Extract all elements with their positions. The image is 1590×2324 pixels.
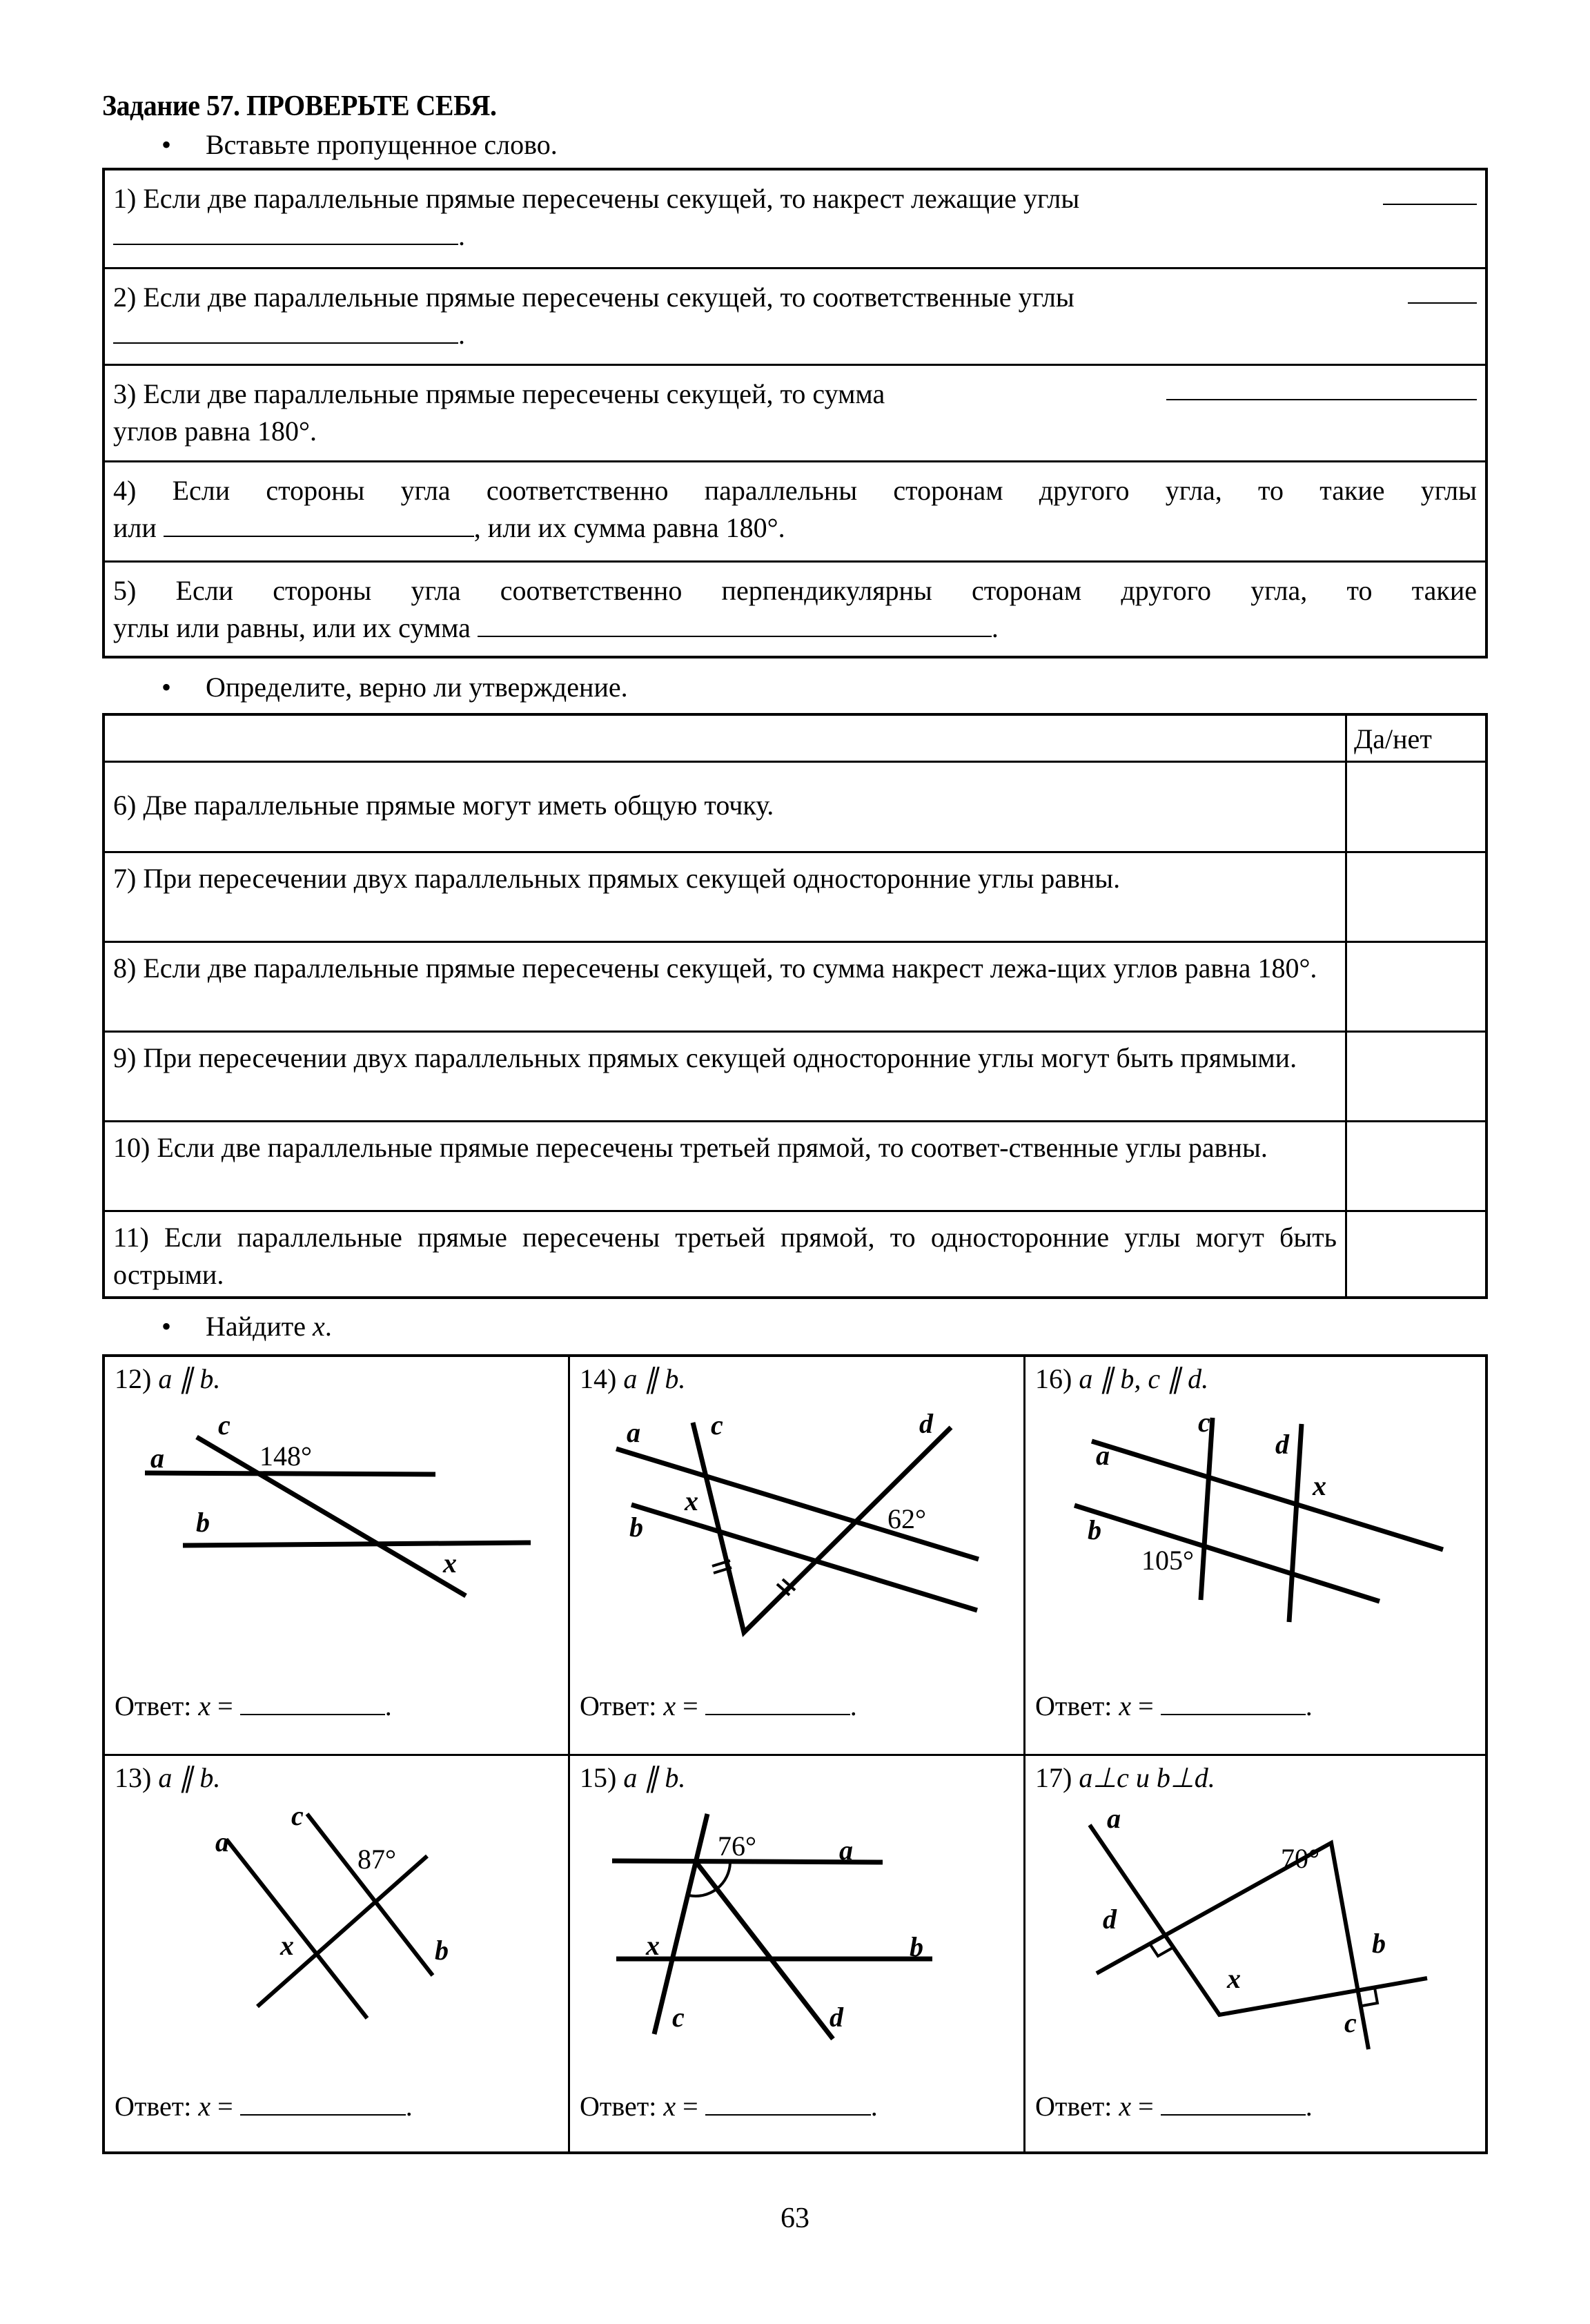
answer-blank[interactable] <box>1408 279 1477 304</box>
true-false-table <box>102 713 1488 1299</box>
page-number: 63 <box>781 2203 809 2234</box>
punctuation: . <box>1305 2091 1313 2122</box>
statement-text: 1) Если две параллельные прямые пересечены секущей, то накрест лежащие углы <box>113 183 1080 214</box>
fill-in-row <box>105 364 1485 460</box>
answer-cell-11[interactable] <box>1347 1212 1485 1299</box>
label-c: c <box>1344 2007 1357 2038</box>
punctuation: . <box>850 1690 857 1721</box>
problem-12 <box>105 1357 568 1754</box>
problem-13 <box>105 1756 568 2154</box>
statement-row-9: 9) При пересечении двух параллельных прямых секущей односторонние углы могут быть прямыми. <box>113 1042 1297 1073</box>
punctuation: . <box>458 220 465 251</box>
statement-text-prefix: углы или равны, или их сумма <box>113 612 471 643</box>
angle-label: 87° <box>357 1844 396 1875</box>
label-b: b <box>910 1931 923 1962</box>
answer-cell-6[interactable] <box>1347 763 1485 852</box>
answer-blank[interactable] <box>1166 375 1477 400</box>
instruction-fill-in <box>102 128 930 163</box>
statement-text: 2) Если две параллельные прямые пересечены секущей, то соответственные углы <box>113 282 1074 313</box>
statement-text: 3) Если две параллельные прямые пересечены секущей, то сумма <box>113 378 885 409</box>
answer-blank[interactable] <box>240 2093 406 2116</box>
label-a: a <box>627 1417 640 1448</box>
answer-label: Ответ: <box>1035 2091 1119 2122</box>
answer-blank[interactable] <box>1383 180 1477 205</box>
label-b: b <box>435 1935 449 1966</box>
variable-x: x <box>313 1311 325 1342</box>
fill-in-row <box>105 560 1485 658</box>
label-a: a <box>1096 1440 1110 1471</box>
label-x: x <box>1313 1470 1326 1501</box>
condition-text: a ∥ b. <box>623 1762 686 1793</box>
label-c: c <box>218 1409 230 1441</box>
label-c: c <box>291 1800 304 1831</box>
label-x: x <box>685 1485 698 1516</box>
punctuation: . <box>458 319 465 350</box>
equals-sign: = <box>676 1690 705 1721</box>
label-a: a <box>215 1826 229 1857</box>
equals-sign: = <box>210 2091 240 2122</box>
problem-15 <box>570 1756 1023 2154</box>
label-a: a <box>839 1835 853 1866</box>
punctuation: . <box>991 612 999 643</box>
variable-x: x <box>663 1690 676 1721</box>
equals-sign: = <box>1131 2091 1161 2122</box>
label-x: x <box>280 1930 294 1961</box>
label-b: b <box>629 1512 643 1543</box>
variable-x: x <box>663 2091 676 2122</box>
answer-cell-7[interactable] <box>1347 853 1485 943</box>
angle-label: 105° <box>1141 1545 1194 1576</box>
label-a: a <box>150 1443 164 1474</box>
punctuation: . <box>324 1311 332 1342</box>
angle-label: 62° <box>887 1503 926 1534</box>
answer-cell-8[interactable] <box>1347 943 1485 1031</box>
variable-x: x <box>1119 1690 1132 1721</box>
label-d: d <box>919 1408 933 1439</box>
label-c: c <box>711 1409 723 1441</box>
answer-line <box>1035 2090 1313 2122</box>
answer-cell-9[interactable] <box>1347 1033 1485 1121</box>
answer-label: Ответ: <box>115 1690 199 1721</box>
fill-in-row <box>105 267 1485 364</box>
answer-line <box>115 2090 413 2122</box>
bullet-icon: • <box>161 672 172 703</box>
statement-row-8: 8) Если две параллельные прямые пересечены секущей, то сумма накрест лежа-щих углов равна 180°. <box>113 953 1317 984</box>
answer-blank[interactable] <box>705 1693 850 1715</box>
condition-text: a ∥ b. <box>623 1363 686 1394</box>
problems-grid <box>102 1354 1488 2154</box>
statement-row-7: 7) При пересечении двух параллельных прямых секущей односторонние углы равны. <box>113 863 1121 894</box>
punctuation: . <box>384 1690 392 1721</box>
answer-line <box>580 1690 857 1722</box>
statement-text-continued: углов равна 180°. <box>113 416 317 447</box>
fill-in-row <box>105 460 1485 560</box>
label-c: c <box>1198 1407 1210 1438</box>
problem-number: 16) <box>1035 1363 1072 1394</box>
answer-blank[interactable] <box>1161 2093 1306 2116</box>
statement-text: 4) Если стороны угла соответственно параллельны сторонам другого угла, то такие углы <box>113 475 1477 506</box>
angle-label: 70° <box>1281 1843 1319 1874</box>
punctuation: . <box>870 2091 878 2122</box>
answer-label: Ответ: <box>1035 1690 1119 1721</box>
column-header-answer: Да/нет <box>1354 723 1432 754</box>
bullet-icon: • <box>161 1311 172 1342</box>
angle-label: 76° <box>718 1830 756 1862</box>
variable-x: x <box>198 1690 211 1721</box>
answer-blank[interactable] <box>164 512 474 537</box>
problem-16 <box>1025 1357 1485 1754</box>
problem-number: 12) <box>115 1363 152 1394</box>
label-c: c <box>672 2002 685 2033</box>
answer-line <box>115 1690 392 1722</box>
problem-number: 14) <box>580 1363 617 1394</box>
label-d: d <box>1275 1429 1289 1460</box>
answer-line <box>580 2090 878 2122</box>
label-b: b <box>196 1507 210 1538</box>
answer-label: Ответ: <box>580 2091 664 2122</box>
statement-text-prefix: или <box>113 512 157 543</box>
label-x: x <box>646 1930 660 1961</box>
answer-label: Ответ: <box>580 1690 664 1721</box>
page-title: Задание 57. ПРОВЕРЬТЕ СЕБЯ. <box>102 90 497 122</box>
fill-in-row <box>105 170 1485 267</box>
angle-label: 148° <box>259 1441 312 1472</box>
answer-cell-10[interactable] <box>1347 1122 1485 1211</box>
equals-sign: = <box>210 1690 240 1721</box>
label-a: a <box>1107 1803 1121 1834</box>
statement-text-suffix: , или их сумма равна 180°. <box>473 512 785 543</box>
answer-blank[interactable] <box>1161 1693 1306 1715</box>
bullet-icon: • <box>161 129 172 160</box>
equals-sign: = <box>676 2091 705 2122</box>
problem-14 <box>570 1357 1023 1754</box>
variable-x: x <box>1119 2091 1132 2122</box>
statement-row-11: 11) Если параллельные прямые пересечены третьей прямой, то односторонние углы могут быть острыми. <box>113 1222 1337 1290</box>
condition-text: a⊥c и b⊥d. <box>1079 1762 1215 1793</box>
label-x: x <box>1227 1963 1241 1994</box>
answer-blank-continued[interactable] <box>113 319 458 344</box>
answer-label: Ответ: <box>115 2091 199 2122</box>
statement-row-10: 10) Если две параллельные прямые пересечены третьей прямой, то соответ-ственные углы равны. <box>113 1132 1268 1163</box>
problem-number: 13) <box>115 1762 152 1793</box>
answer-blank-continued[interactable] <box>113 220 458 245</box>
statement-row-6: 6) Две параллельные прямые могут иметь общую точку. <box>113 790 774 821</box>
answer-blank[interactable] <box>478 612 992 637</box>
punctuation: . <box>405 2091 413 2122</box>
label-d: d <box>830 2002 843 2033</box>
label-d: d <box>1103 1904 1117 1935</box>
instruction-text: Вставьте пропущенное слово. <box>206 129 558 160</box>
instruction-text: Определите, верно ли утверждение. <box>206 672 628 703</box>
label-b: b <box>1088 1514 1101 1545</box>
answer-blank[interactable] <box>705 2093 871 2116</box>
label-x: x <box>443 1547 457 1579</box>
punctuation: . <box>1305 1690 1313 1721</box>
equals-sign: = <box>1131 1690 1161 1721</box>
condition-text: a ∥ b. <box>158 1363 221 1394</box>
label-b: b <box>1372 1928 1386 1959</box>
answer-line <box>1035 1690 1313 1722</box>
condition-text: a ∥ b, c ∥ d. <box>1079 1363 1209 1394</box>
problem-17 <box>1025 1756 1485 2154</box>
answer-blank[interactable] <box>240 1693 385 1715</box>
problem-number: 17) <box>1035 1762 1072 1793</box>
variable-x: x <box>198 2091 211 2122</box>
statement-text: 5) Если стороны угла соответственно перпендикулярны сторонам другого угла, то такие <box>113 575 1477 606</box>
instruction-find-x <box>102 1310 930 1345</box>
condition-text: a ∥ b. <box>158 1762 221 1793</box>
instruction-true-false <box>102 671 930 705</box>
fill-in-table <box>102 168 1488 658</box>
instruction-text: Найдите <box>206 1311 313 1342</box>
problem-number: 15) <box>580 1762 617 1793</box>
